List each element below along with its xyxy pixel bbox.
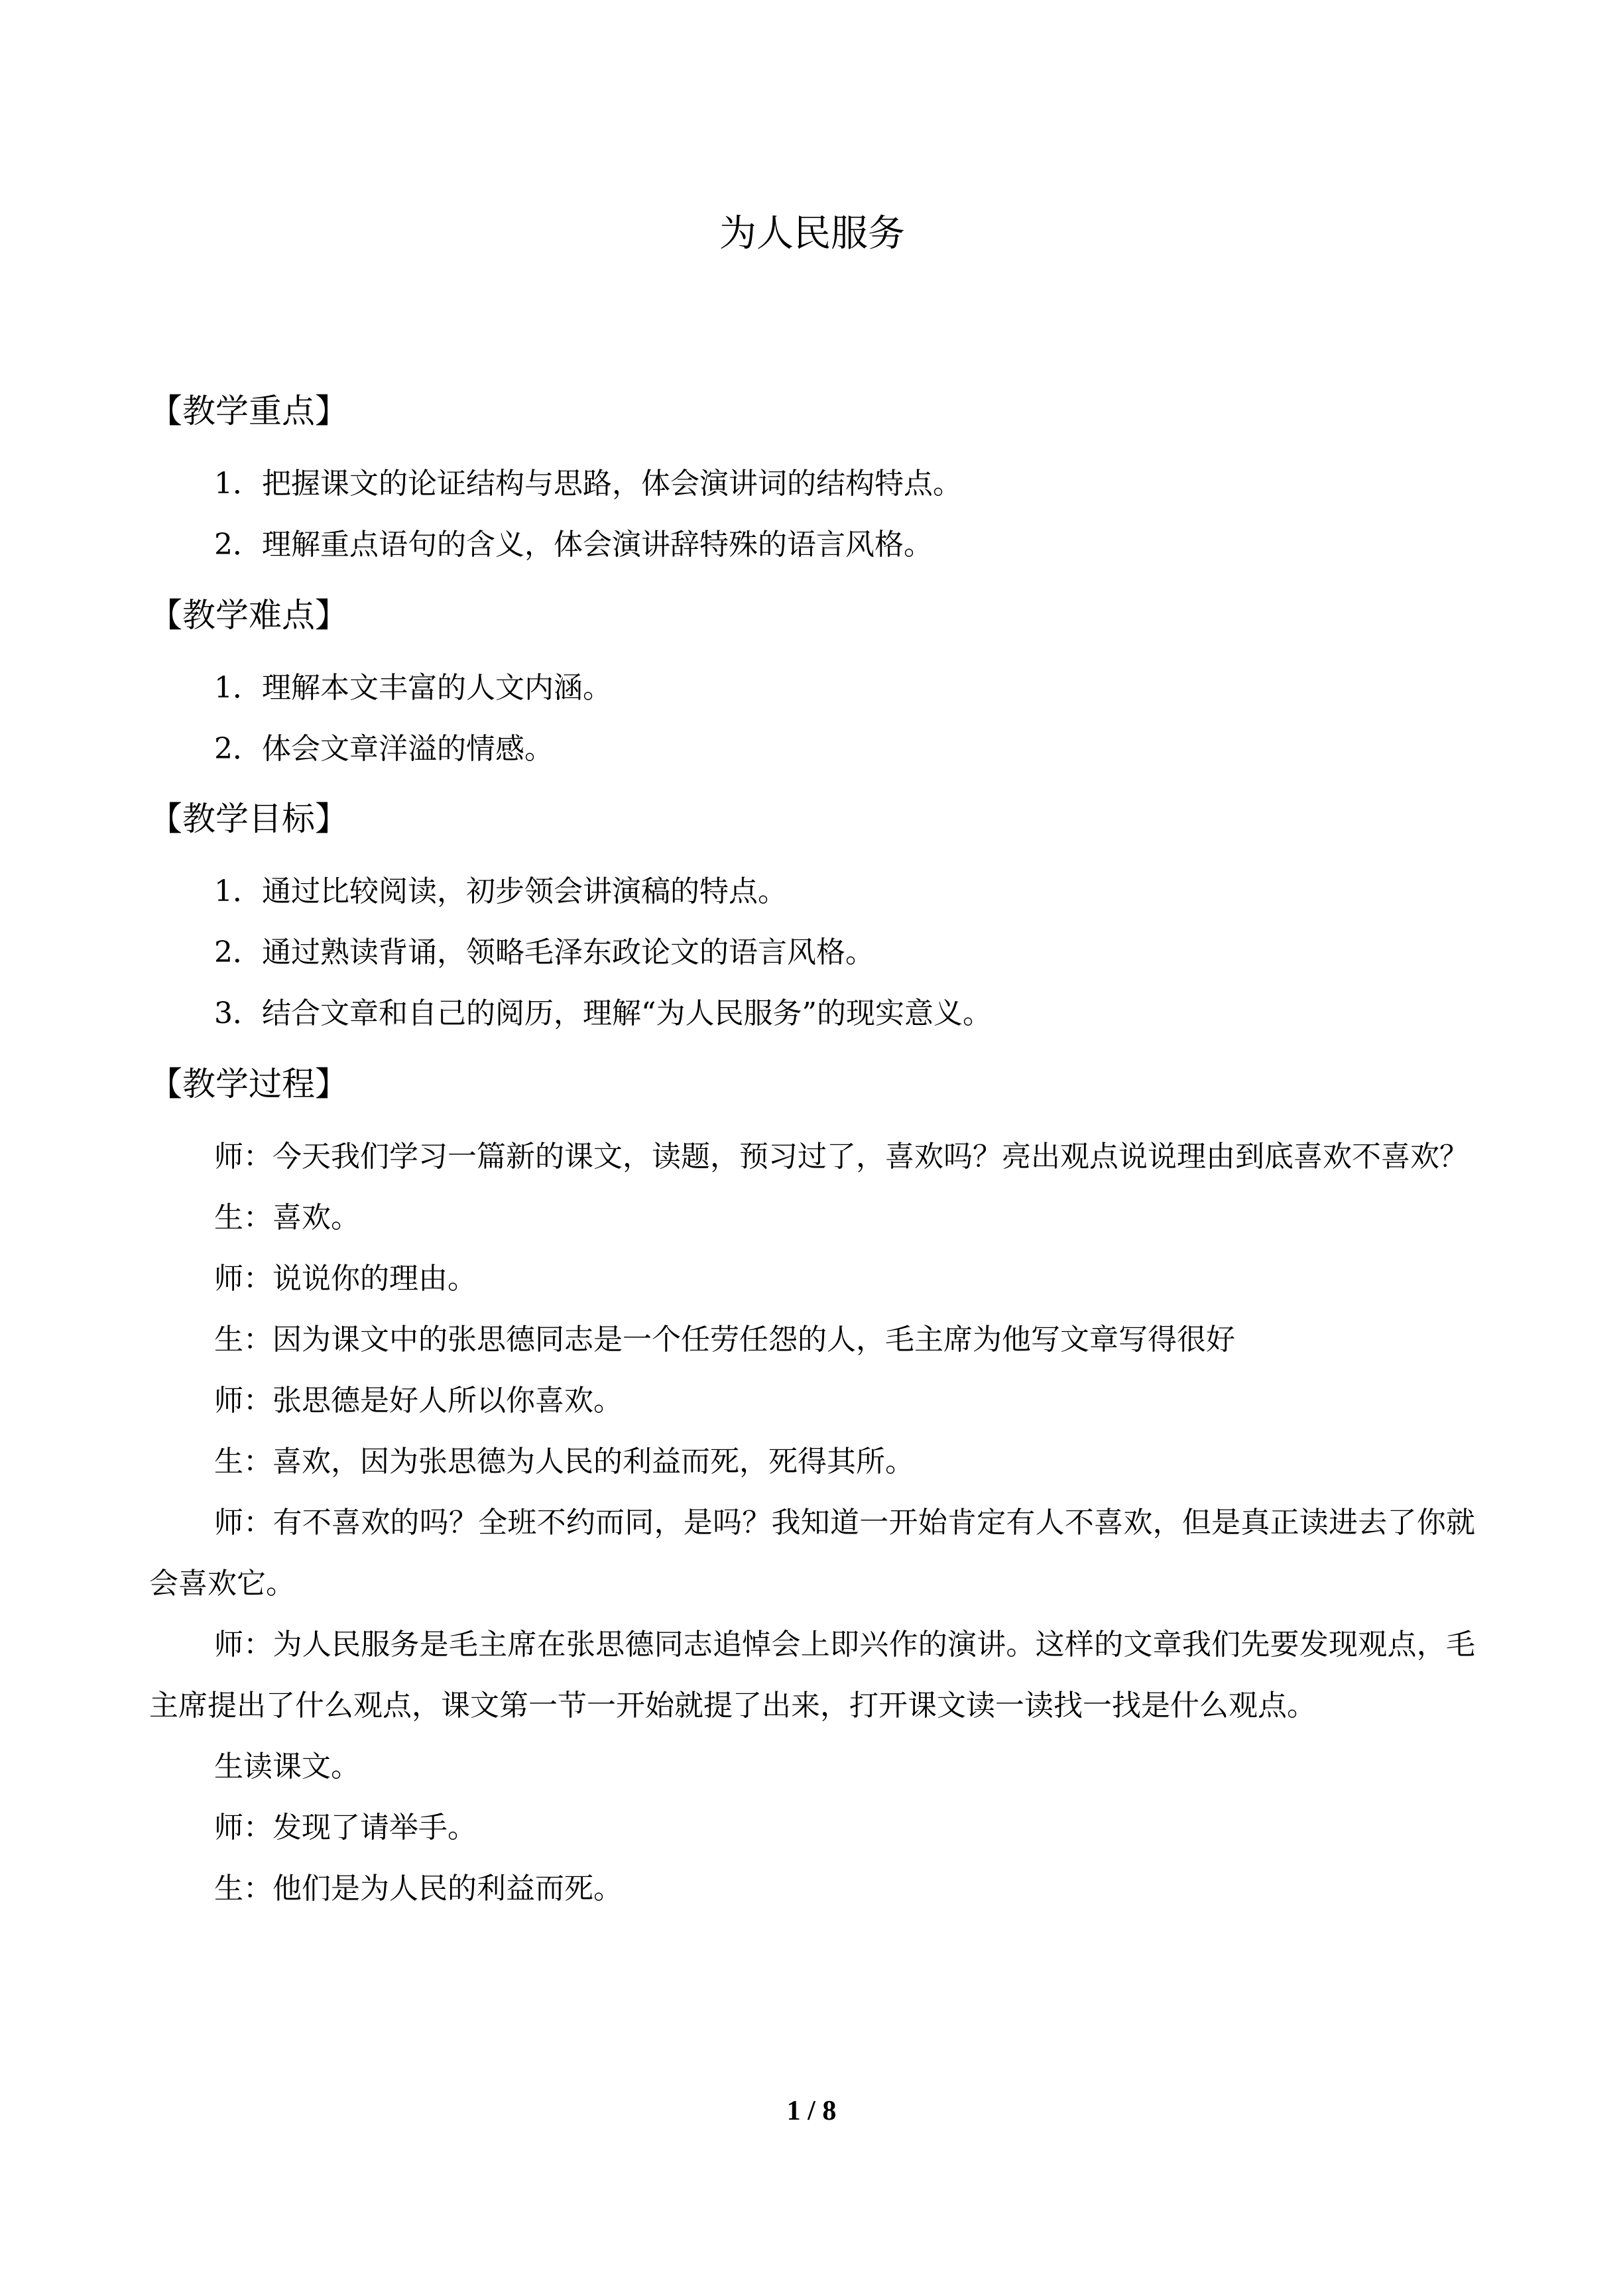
section-difficulties <box>149 595 1475 780</box>
section-process <box>149 1064 1475 1919</box>
section-heading: 【教学重点】 <box>149 392 348 430</box>
dialogue-paragraph: 师：有不喜欢的吗？全班不约而同，是吗？我知道一开始肯定有人不喜欢，但是真正读进去了你就会喜欢它。 <box>149 1506 1475 1601</box>
dialogue-paragraph: 生：因为课文中的张思德同志是一个任劳任怨的人，毛主席为他写文章写得很好 <box>214 1323 1235 1357</box>
list-item: 1．把握课文的论证结构与思路，体会演讲词的结构特点。 <box>214 467 962 501</box>
dialogue-paragraph: 师：发现了请举手。 <box>214 1811 477 1844</box>
page-indicator: 1 / 8 <box>786 2096 837 2126</box>
list-item: 1．通过比较阅读，初步领会讲演稿的特点。 <box>214 875 787 908</box>
dialogue-paragraph: 师：说说你的理由。 <box>214 1262 477 1296</box>
list-item: 2．理解重点语句的含义，体会演讲辞特殊的语言风格。 <box>214 528 933 562</box>
dialogue-paragraph: 生：他们是为人民的利益而死。 <box>214 1872 623 1905</box>
list-item: 2．体会文章洋溢的情感。 <box>214 732 554 766</box>
section-heading: 【教学目标】 <box>149 800 348 838</box>
list-item: 3．结合文章和自己的阅历，理解“为人民服务”的现实意义。 <box>214 997 992 1030</box>
section-objectives <box>149 799 1475 1044</box>
list-item: 1．理解本文丰富的人文内涵。 <box>214 671 612 705</box>
list-item: 2．通过熟读背诵，领略毛泽东政论文的语言风格。 <box>214 936 874 969</box>
dialogue-paragraph: 生：喜欢，因为张思德为人民的利益而死，死得其所。 <box>214 1445 914 1479</box>
dialogue-paragraph: 生：喜欢。 <box>214 1201 360 1235</box>
dialogue-paragraph: 师：张思德是好人所以你喜欢。 <box>214 1384 623 1418</box>
section-key-points <box>149 391 1475 575</box>
dialogue-paragraph: 师：今天我们学习一篇新的课文，读题，预习过了，喜欢吗？亮出观点说说理由到底喜欢不喜欢？ <box>214 1140 1469 1174</box>
document-title: 为人民服务 <box>719 212 905 255</box>
dialogue-paragraph: 生读课文。 <box>214 1750 360 1783</box>
dialogue-paragraph: 师：为人民服务是毛主席在张思德同志追悼会上即兴作的演讲。这样的文章我们先要发现观点，毛主席提出了什么观点，课文第一节一开始就提了出来，打开课文读一读找一找是什么观点。 <box>149 1628 1475 1722</box>
section-heading: 【教学难点】 <box>149 596 348 634</box>
section-heading: 【教学过程】 <box>149 1065 348 1103</box>
